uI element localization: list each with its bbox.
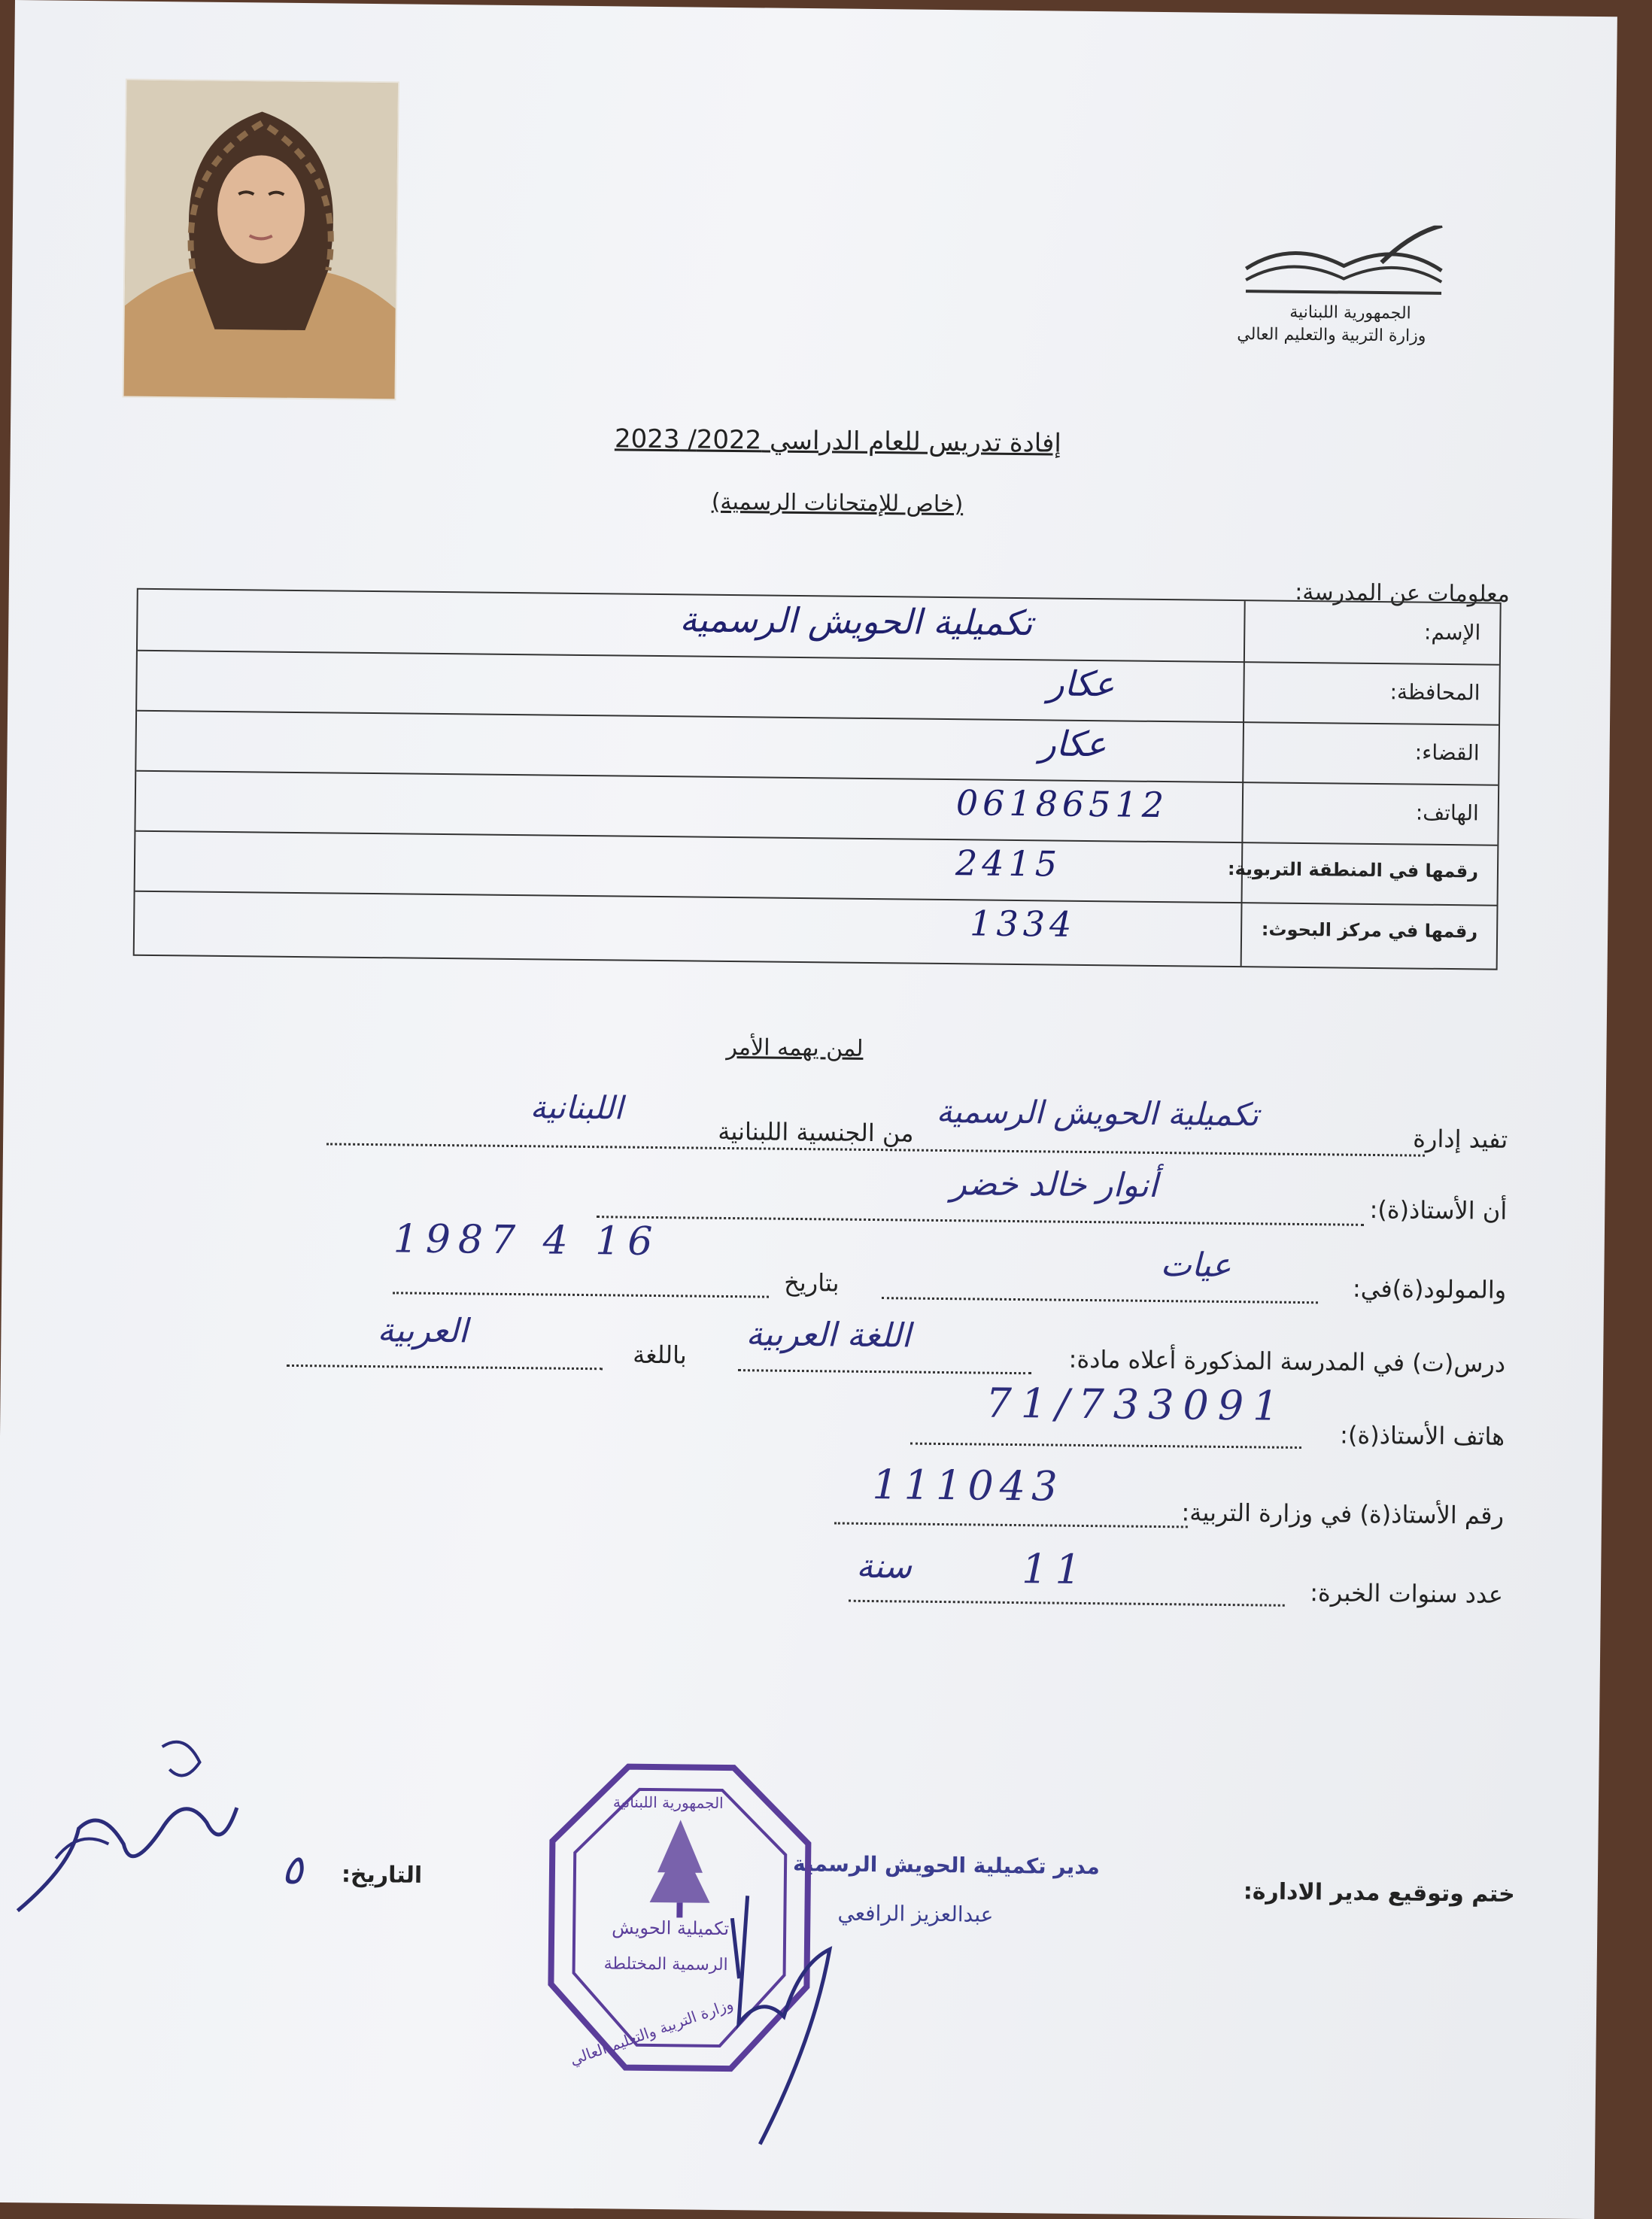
date-value: ٥ xyxy=(281,1845,304,1894)
line3-date: 16 4 1987 xyxy=(393,1216,660,1265)
value-district: عكار xyxy=(1039,723,1107,765)
line5-phone: 71/733091 xyxy=(985,1379,1288,1430)
director-title: مدير تكميلية الحويش الرسمية xyxy=(792,1850,1100,1880)
line6-number: 111043 xyxy=(872,1461,1064,1510)
label-district: القضاء: xyxy=(1414,739,1480,766)
to-whom-heading: لمن يهمه الأمر xyxy=(726,1034,864,1062)
republic-text: الجمهورية اللبنانية xyxy=(1289,302,1411,323)
line4-subject: اللغة العربية xyxy=(746,1315,911,1355)
document-title: إفادة تدريس للعام الدراسي 2022/ 2023 xyxy=(614,423,1062,459)
school-section-label: معلومات عن المدرسة: xyxy=(1295,578,1511,608)
line2-name: أنوار خالد خضر xyxy=(950,1164,1159,1205)
date-label: التاريخ: xyxy=(341,1861,423,1889)
stamp-ministry: وزارة التربية والتعليم العالي xyxy=(567,1994,736,2069)
applicant-photo xyxy=(123,80,397,399)
label-region-number: رقمها في المنطقة التربوية: xyxy=(1227,858,1479,882)
line4-mid: باللغة xyxy=(632,1340,687,1370)
line7-years: 11 xyxy=(1021,1545,1089,1594)
line3-mid: بتاريخ xyxy=(784,1267,840,1298)
director-name: عبدالعزيز الرافعي xyxy=(837,1900,994,1927)
stamp-country: الجمهورية اللبنانية xyxy=(612,1793,724,1812)
line7-unit: سنة xyxy=(855,1547,913,1586)
ministry-logo xyxy=(1230,223,1457,354)
line3-prefix: والمولود(ة)في: xyxy=(1352,1273,1507,1304)
handwritten-date-scribble xyxy=(10,1715,283,1929)
value-name: تكميلية الحويش الرسمية xyxy=(679,599,1033,644)
value-governorate: عكار xyxy=(1047,663,1115,705)
value-region-number: 2415 xyxy=(955,842,1062,885)
line1-prefix: تفيد إدارة xyxy=(1413,1124,1508,1154)
stamp-school: تكميلية الحويش xyxy=(612,1917,730,1940)
line6-prefix: رقم الأستاذ(ة) في وزارة التربية: xyxy=(1181,1498,1505,1530)
document-subtitle: (خاص للإمتحانات الرسمية) xyxy=(711,488,964,518)
seal-label: ختم وتوقيع مدير الادارة: xyxy=(1243,1878,1515,1908)
line4-prefix: درس(ت) في المدرسة المذكورة أعلاه مادة: xyxy=(1068,1344,1506,1378)
line3-place: عيات xyxy=(1160,1246,1232,1286)
line1-nationality: اللبنانية xyxy=(530,1088,624,1127)
stamp-region: الرسمية المختلطة xyxy=(603,1954,728,1975)
line5-prefix: هاتف الأستاذ(ة): xyxy=(1339,1420,1505,1451)
director-signature xyxy=(715,1873,883,2160)
line7-prefix: عدد سنوات الخبرة: xyxy=(1310,1578,1504,1609)
label-governorate: المحافظة: xyxy=(1389,679,1480,706)
school-info-table xyxy=(133,588,1502,970)
value-phone: 06186512 xyxy=(955,782,1169,826)
ministry-text: وزارة التربية والتعليم العالي xyxy=(1237,325,1426,346)
label-phone: الهاتف: xyxy=(1415,800,1479,826)
line1-mid: من الجنسية اللبنانية xyxy=(718,1116,914,1148)
value-research-number: 1334 xyxy=(969,903,1077,945)
line4-language: العربية xyxy=(377,1311,469,1351)
label-research-number: رقمها في مركز البحوث: xyxy=(1261,918,1478,943)
line2-prefix: أن الأستاذ(ة): xyxy=(1369,1194,1508,1225)
label-name: الإسم: xyxy=(1423,619,1481,645)
line1-school: تكميلية الحويش الرسمية xyxy=(936,1092,1259,1134)
